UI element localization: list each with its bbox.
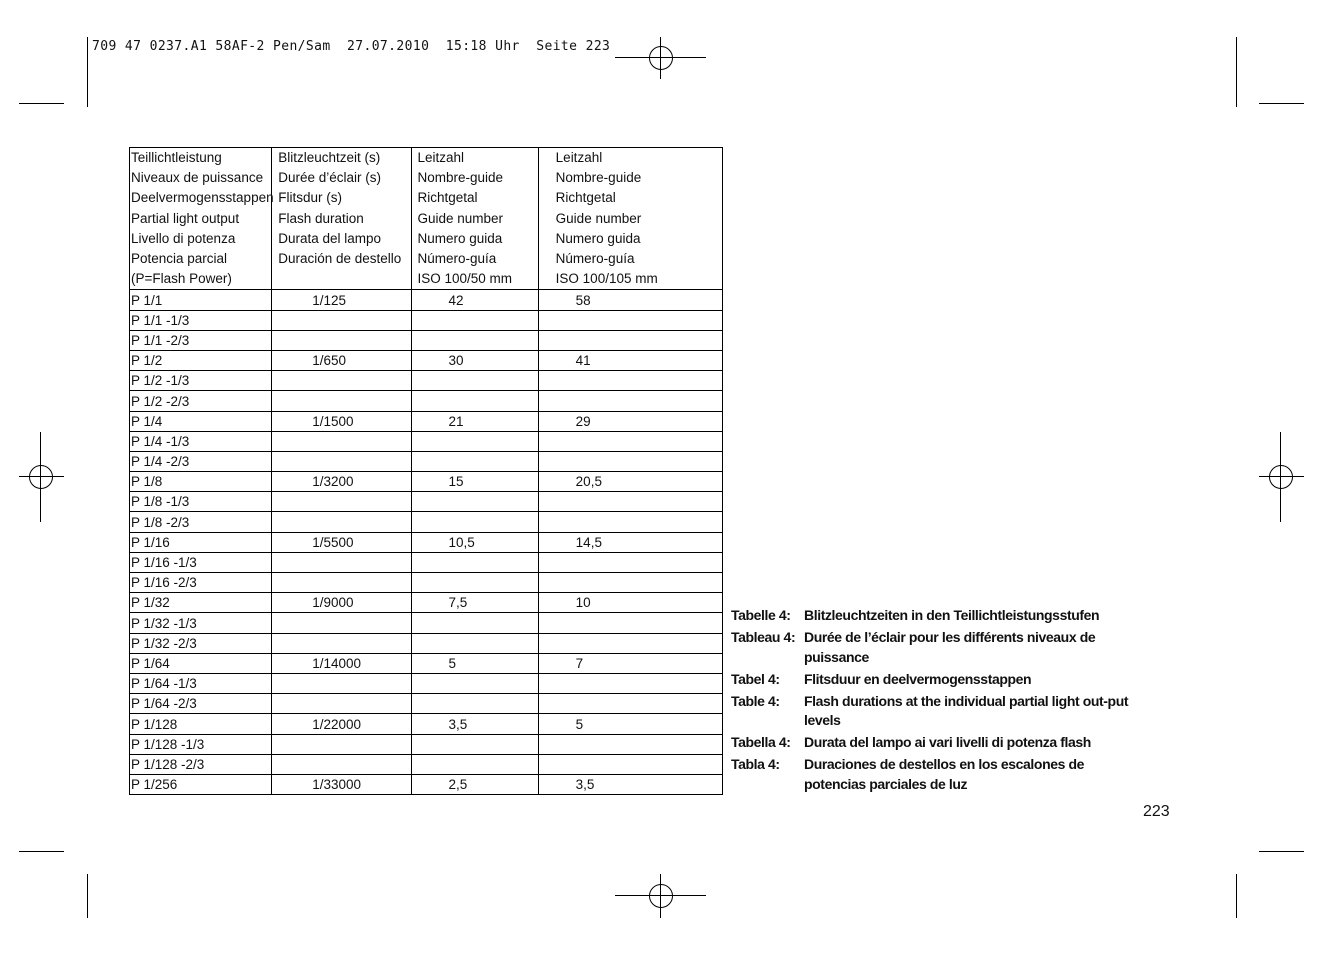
flash-duration-cell: 1/9000 [272, 593, 412, 613]
flash-duration-cell: 1/125 [272, 290, 412, 310]
flash-duration-cell [272, 673, 412, 693]
caption-text: Flash durations at the individual partial light out-put levels [804, 692, 1129, 728]
power-level-cell: P 1/128 -2/3 [130, 754, 272, 774]
header-guide-number-50mm [412, 148, 538, 290]
flash-duration-cell: 1/650 [272, 350, 412, 370]
flash-duration-cell: 1/5500 [272, 532, 412, 552]
caption-text: Blitzleuchtzeiten in den Teillichtleistungsstufen [804, 607, 1100, 623]
guide-number-50-cell [412, 613, 538, 633]
guide-number-105-cell: 20,5 [538, 472, 722, 492]
flash-duration-cell [272, 391, 412, 411]
header-line: Nombre-guide [555, 170, 642, 186]
flash-duration-cell [272, 613, 412, 633]
power-level-cell: P 1/128 [130, 714, 272, 734]
header-line: Blitzleuchtzeit (s) [278, 150, 381, 165]
guide-number-50-cell: 30 [412, 350, 538, 370]
power-level-cell: P 1/4 -2/3 [130, 451, 272, 471]
header-line: Flitsdur (s) [278, 190, 342, 206]
flash-duration-cell [272, 633, 412, 653]
table-row [130, 431, 723, 451]
caption-item [731, 628, 1141, 667]
flash-duration-cell [272, 754, 412, 774]
header-line: Guide number [417, 210, 504, 226]
flash-duration-cell [272, 431, 412, 451]
power-level-cell: P 1/2 -2/3 [130, 391, 272, 411]
power-level-cell: P 1/64 [130, 653, 272, 673]
guide-number-50-cell: 10,5 [412, 532, 538, 552]
table-row [130, 593, 723, 613]
flash-duration-cell [272, 371, 412, 391]
caption-item [731, 606, 1141, 626]
guide-number-50-cell: 21 [412, 411, 538, 431]
guide-number-105-cell: 58 [538, 290, 722, 310]
guide-number-50-cell [412, 512, 538, 532]
caption-label: Tabelle 4: [731, 607, 791, 623]
table-row [130, 552, 723, 572]
power-level-cell: P 1/32 [130, 593, 272, 613]
guide-number-50-cell [412, 673, 538, 693]
flash-duration-cell [272, 492, 412, 512]
guide-number-105-cell: 41 [538, 350, 722, 370]
table-header-row [130, 148, 723, 290]
table-row [130, 613, 723, 633]
table-row [130, 532, 723, 552]
guide-number-50-cell [412, 391, 538, 411]
header-line: Guide number [555, 210, 642, 226]
flash-duration-cell [272, 310, 412, 330]
table-row [130, 350, 723, 370]
guide-number-50-cell [412, 492, 538, 512]
header-line: Nombre-guide [417, 170, 504, 186]
guide-number-105-cell: 29 [538, 411, 722, 431]
table-row [130, 573, 723, 593]
caption-text: Flitsduur en deelvermogensstappen [804, 670, 1032, 687]
caption-label: Tableau 4: [731, 629, 796, 645]
caption-item [731, 692, 1141, 731]
caption-item [731, 755, 1141, 794]
table-row [130, 734, 723, 754]
guide-number-105-cell [538, 694, 722, 714]
guide-number-105-cell [538, 451, 722, 471]
guide-number-105-cell: 10 [538, 593, 722, 613]
header-line: ISO 100/50 mm [417, 271, 513, 287]
guide-number-50-cell [412, 573, 538, 593]
caption-label: Tabel 4: [731, 670, 780, 687]
flash-duration-cell: 1/22000 [272, 714, 412, 734]
table-row [130, 633, 723, 653]
guide-number-50-cell [412, 694, 538, 714]
table-row [130, 694, 723, 714]
flash-duration-cell [272, 734, 412, 754]
caption-text: Durata del lampo ai vari livelli di potenza flash [804, 734, 1091, 750]
table-row [130, 310, 723, 330]
flash-duration-cell: 1/3200 [272, 472, 412, 492]
power-level-cell: P 1/16 -1/3 [130, 552, 272, 572]
header-line: Livello di potenza [131, 230, 236, 246]
header-flash-duration [272, 148, 412, 290]
caption-item [731, 670, 1141, 690]
guide-number-50-cell: 42 [412, 290, 538, 310]
flash-duration-cell [272, 330, 412, 350]
table-row [130, 391, 723, 411]
page-number: 223 [1143, 803, 1170, 820]
flash-duration-cell [272, 694, 412, 714]
header-line: Numero guida [417, 230, 503, 246]
crop-mark [1236, 37, 1237, 107]
flash-duration-cell: 1/14000 [272, 653, 412, 673]
guide-number-50-cell [412, 734, 538, 754]
power-level-cell: P 1/16 -2/3 [130, 573, 272, 593]
guide-number-105-cell: 3,5 [538, 774, 722, 794]
header-line: Potencia parcial [131, 251, 228, 267]
table-row [130, 371, 723, 391]
guide-number-105-cell [538, 310, 722, 330]
crop-mark [87, 874, 88, 918]
guide-number-50-cell: 2,5 [412, 774, 538, 794]
power-level-cell: P 1/64 -1/3 [130, 673, 272, 693]
guide-number-50-cell: 5 [412, 653, 538, 673]
header-line: Número-guía [555, 251, 635, 267]
table-row [130, 411, 723, 431]
header-line: Teillichtleistung [131, 150, 222, 165]
guide-number-50-cell [412, 431, 538, 451]
header-line: Richtgetal [417, 190, 478, 206]
header-line: Leitzahl [555, 150, 603, 165]
power-level-cell: P 1/8 [130, 472, 272, 492]
guide-number-105-cell [538, 673, 722, 693]
caption-label: Tabella 4: [731, 734, 791, 750]
guide-number-50-cell [412, 633, 538, 653]
power-level-cell: P 1/1 -1/3 [130, 310, 272, 330]
flash-duration-table [129, 147, 723, 795]
guide-number-105-cell [538, 492, 722, 512]
power-level-cell: P 1/128 -1/3 [130, 734, 272, 754]
table-row [130, 492, 723, 512]
header-line: Duración de destello [278, 251, 402, 267]
header-line: Durata del lampo [278, 230, 382, 246]
power-level-cell: P 1/8 -1/3 [130, 492, 272, 512]
caption-text: Durée de l’éclair pour les différents niveaux de puissance [804, 629, 1096, 665]
power-level-cell: P 1/256 [130, 774, 272, 794]
table-row [130, 512, 723, 532]
table-row [130, 472, 723, 492]
guide-number-105-cell: 5 [538, 714, 722, 734]
guide-number-105-cell: 7 [538, 653, 722, 673]
power-level-cell: P 1/64 -2/3 [130, 694, 272, 714]
guide-number-50-cell [412, 330, 538, 350]
power-level-cell: P 1/1 -2/3 [130, 330, 272, 350]
guide-number-105-cell [538, 613, 722, 633]
table-body [130, 290, 723, 795]
guide-number-50-cell [412, 754, 538, 774]
guide-number-50-cell: 15 [412, 472, 538, 492]
crop-mark [1259, 851, 1304, 852]
crop-mark [19, 103, 64, 104]
guide-number-50-cell [412, 310, 538, 330]
header-line: Número-guía [417, 251, 497, 267]
header-guide-number-105mm [538, 148, 722, 290]
header-line: Leitzahl [417, 150, 465, 165]
caption-text: Duraciones de destellos en los escalones de potencias parciales de luz [804, 756, 1085, 792]
caption-label: Tabla 4: [731, 756, 780, 772]
table-captions [731, 606, 1141, 797]
power-level-cell: P 1/16 [130, 532, 272, 552]
flash-duration-cell [272, 451, 412, 471]
header-line: Niveaux de puissance [131, 170, 264, 186]
guide-number-105-cell [538, 754, 722, 774]
flash-duration-cell [272, 512, 412, 532]
table-row [130, 673, 723, 693]
guide-number-50-cell [412, 552, 538, 572]
caption-item [731, 733, 1141, 753]
print-slug: 709 47 0237.A1 58AF-2 Pen/Sam 27.07.2010 15:18 Uhr Seite 223 [92, 39, 611, 54]
flash-duration-cell [272, 552, 412, 572]
guide-number-105-cell [538, 633, 722, 653]
table-row [130, 714, 723, 734]
table-row [130, 330, 723, 350]
table-row [130, 653, 723, 673]
crop-mark [19, 851, 64, 852]
guide-number-105-cell [538, 330, 722, 350]
guide-number-50-cell [412, 371, 538, 391]
guide-number-105-cell [538, 552, 722, 572]
power-level-cell: P 1/4 -1/3 [130, 431, 272, 451]
header-line: Richtgetal [555, 190, 616, 206]
table-row [130, 451, 723, 471]
header-line: (P=Flash Power) [131, 271, 232, 287]
table-row [130, 290, 723, 310]
power-level-cell: P 1/1 [130, 290, 272, 310]
flash-duration-cell: 1/1500 [272, 411, 412, 431]
guide-number-50-cell: 7,5 [412, 593, 538, 613]
guide-number-105-cell [538, 431, 722, 451]
crop-mark [1259, 103, 1304, 104]
power-level-cell: P 1/32 -2/3 [130, 633, 272, 653]
power-level-cell: P 1/4 [130, 411, 272, 431]
header-line: Deelvermogensstappen [131, 190, 274, 206]
table-row [130, 774, 723, 794]
table-row [130, 754, 723, 774]
header-partial-light-output [130, 148, 272, 290]
power-level-cell: P 1/2 [130, 350, 272, 370]
guide-number-105-cell [538, 512, 722, 532]
header-line: Numero guida [555, 230, 641, 246]
header-line: ISO 100/105 mm [555, 271, 658, 287]
guide-number-105-cell [538, 573, 722, 593]
crop-mark [87, 37, 88, 107]
header-line: Durée d’éclair (s) [278, 170, 382, 186]
power-level-cell: P 1/2 -1/3 [130, 371, 272, 391]
header-line: Partial light output [131, 210, 240, 226]
crop-mark [1236, 874, 1237, 918]
guide-number-105-cell: 14,5 [538, 532, 722, 552]
guide-number-105-cell [538, 734, 722, 754]
header-line: Flash duration [278, 210, 364, 226]
guide-number-50-cell: 3,5 [412, 714, 538, 734]
guide-number-105-cell [538, 371, 722, 391]
power-level-cell: P 1/8 -2/3 [130, 512, 272, 532]
caption-label: Table 4: [731, 692, 780, 709]
power-level-cell: P 1/32 -1/3 [130, 613, 272, 633]
flash-duration-cell [272, 573, 412, 593]
guide-number-50-cell [412, 451, 538, 471]
flash-duration-cell: 1/33000 [272, 774, 412, 794]
guide-number-105-cell [538, 391, 722, 411]
